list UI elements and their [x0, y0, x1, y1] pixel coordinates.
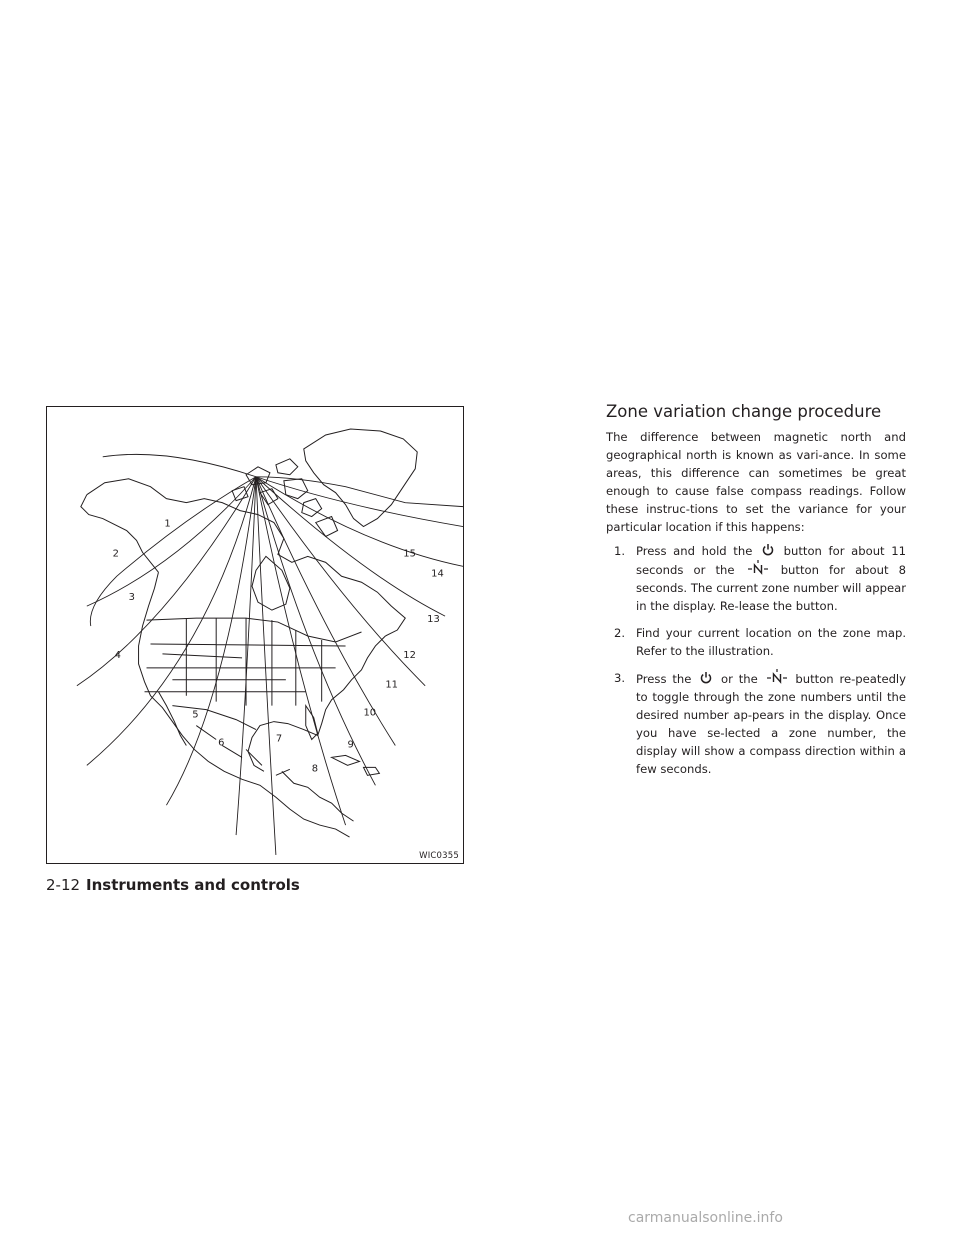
- step-text: Find your current location on the zone map. Refer to the illustration.: [636, 626, 906, 658]
- step-list: [606, 542, 906, 778]
- content-column: [606, 402, 906, 787]
- intro-paragraph: The difference between magnetic north and geographical north is known as vari-ance. In some areas, this difference can sometimes be great enough to cause false compass readings. Follow these instruc-tions to set the variance for your particular location if this happens:: [606, 430, 906, 534]
- zone-label-1: 1: [164, 518, 171, 530]
- section-heading: Zone variation change procedure: [606, 402, 882, 421]
- step-text: or the: [721, 672, 758, 686]
- watermark: carmanualsonline.info: [628, 1210, 783, 1226]
- step-text: button for about 11 seconds or the: [636, 544, 906, 577]
- zone-label-3: 3: [128, 592, 135, 604]
- zone-label-12: 12: [403, 649, 416, 661]
- zone-label-9: 9: [347, 739, 354, 751]
- step-1: [606, 542, 906, 615]
- power-icon: [761, 543, 775, 557]
- zone-label-8: 8: [311, 763, 319, 775]
- zone-label-10: 10: [363, 707, 377, 719]
- east-coast: [248, 636, 385, 771]
- step-2: [606, 624, 906, 660]
- page-footer: [46, 876, 300, 894]
- step-text: button re-peatedly to toggle through the zone numbers until the desired number ap-pears in the display. Once you have se-lected a zone number, the display will show a compass direction within a few seconds.: [636, 672, 907, 776]
- zone-label-6: 6: [218, 737, 225, 749]
- compass-north-icon: [766, 669, 788, 685]
- figure-code: WIC0355: [419, 851, 459, 861]
- zone-label-2: 2: [112, 548, 120, 560]
- step-text: button for about 8 seconds. The current zone number will appear in the display. Re-lease the button.: [636, 563, 907, 613]
- zone-label-11: 11: [385, 679, 399, 691]
- step-number: 1.: [614, 544, 626, 558]
- zone-label-5: 5: [192, 709, 199, 721]
- continent-north: [87, 479, 405, 636]
- zone-label-13: 13: [427, 614, 440, 626]
- greenland-outline: [304, 429, 417, 527]
- caribbean-islands: [332, 755, 380, 775]
- step-text: Press the: [636, 672, 692, 686]
- compass-north-icon: [747, 560, 769, 576]
- baja-peninsula: [158, 692, 186, 746]
- step-text: Press and hold the: [636, 544, 753, 558]
- zone-map-illustration: [47, 407, 463, 863]
- central-america: [282, 771, 354, 821]
- zone-map-figure: [46, 406, 464, 864]
- zone-label-4: 4: [114, 649, 122, 661]
- zone-label-15: 15: [403, 548, 416, 560]
- alaska-coast: [81, 495, 159, 573]
- zone-label-7: 7: [275, 733, 283, 745]
- hudson-bay: [252, 556, 290, 610]
- zone-labels: [113, 519, 444, 775]
- zone-label-14: 14: [431, 568, 444, 580]
- step-number: 2.: [614, 626, 626, 640]
- west-coast: [139, 572, 350, 837]
- page-number: 2-12: [46, 876, 81, 894]
- power-icon: [699, 671, 713, 685]
- step-3: [606, 669, 906, 778]
- arctic-islands: [232, 459, 337, 537]
- step-number: 3.: [614, 671, 626, 685]
- section-title: Instruments and controls: [86, 876, 300, 894]
